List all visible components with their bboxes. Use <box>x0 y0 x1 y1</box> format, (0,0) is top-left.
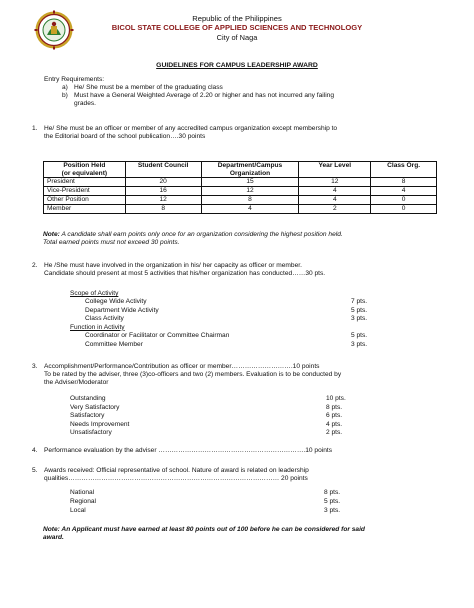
award-level-item: Regional 5 pts. <box>70 498 341 505</box>
criterion-number: 2. <box>32 262 38 269</box>
note-label: Note: <box>43 231 60 238</box>
table-cell: 4 <box>299 187 371 196</box>
rating-item: Unsatisfactory 2 pts. <box>70 429 343 436</box>
table-header: Class Org. <box>371 162 437 178</box>
table-cell: 16 <box>125 187 201 196</box>
table-cell: 4 <box>299 196 371 205</box>
entry-requirements <box>44 76 444 108</box>
document-header <box>0 14 474 42</box>
table-cell: 2 <box>299 205 371 214</box>
points-value: 3 pts. <box>351 341 368 348</box>
criterion-text: To be rated by the adviser, three (3)co-officers and two (2) members. Evaluation is to be conducted by <box>44 371 342 379</box>
header-college-name: BICOL STATE COLLEGE OF APPLIED SCIENCES AND TECHNOLOGY <box>111 23 363 33</box>
table-cell: 8 <box>371 178 437 187</box>
points-value: 8 pts. <box>324 489 341 496</box>
note-text: award. <box>43 534 64 542</box>
criterion-text: the Adviser/Moderator <box>44 379 109 387</box>
table-cell: 4 <box>201 205 299 214</box>
table-row <box>44 187 437 196</box>
criterion-4 <box>32 447 442 455</box>
position-points-table <box>43 161 437 214</box>
table-cell: 12 <box>201 187 299 196</box>
entry-item-text: grades. <box>74 100 96 108</box>
criterion-1 <box>32 125 442 141</box>
table-header: Department/Campus Organization <box>201 162 299 178</box>
points-value: 8 pts. <box>326 403 343 411</box>
list-item: Department Wide Activity 5 pts. <box>85 306 368 314</box>
entry-heading: Entry Requirements: <box>44 76 105 83</box>
criterion-2 <box>32 262 442 278</box>
note-text: A candidate shall earn points only once for an organization considering the highest position held. <box>59 231 343 238</box>
criterion-text: the Editorial board of the school publication….30 points <box>44 133 206 141</box>
criterion-text: qualities…………………………………………………………………………………… 20 points <box>44 475 308 483</box>
table-cell: 8 <box>125 205 201 214</box>
points-value: 7 pts. <box>351 298 368 305</box>
note-text: Note: An Applicant must have earned at least 80 points out of 100 before he can be considered for said <box>43 526 365 533</box>
entry-item <box>62 92 444 100</box>
table-header: Position Held (or equivalent) <box>44 162 126 178</box>
header-country: Republic of the Philippines <box>192 14 282 23</box>
criterion-text: He/ She must be an officer or member of any accredited campus organization except membership to <box>44 125 338 132</box>
note-highest-position <box>43 231 443 247</box>
table-cell: 0 <box>371 205 437 214</box>
criterion-text: Awards received: Official representative of school. Nature of award is related on leadership <box>44 467 309 474</box>
criterion-text: Accomplishment/Performance/Contribution as officer or member……………………….10 points <box>44 363 320 370</box>
table-header-row <box>44 162 437 178</box>
table-cell: Vice-President <box>44 187 126 196</box>
criterion-number: 3. <box>32 363 38 370</box>
entry-item-text: He/ She must be a member of the graduating class <box>74 84 223 92</box>
header-city: City of Naga <box>216 32 258 42</box>
criterion-text: Candidate should present at most 5 activities that his/her organization has conducted……30 pts. <box>44 270 326 278</box>
criterion-text: He /She must have involved in the organization in his/ her capacity as officer or member. <box>44 262 302 269</box>
entry-item-letter <box>62 100 74 108</box>
criterion-number: 4. <box>32 447 38 454</box>
rating-item: Very Satisfactory 8 pts. <box>70 403 343 411</box>
points-value: 10 pts. <box>326 395 346 402</box>
table-row <box>44 205 437 214</box>
table-row <box>44 178 437 187</box>
award-level-item: Local 3 pts. <box>70 507 341 514</box>
points-value: 5 pts. <box>324 498 341 505</box>
table-cell: 12 <box>125 196 201 205</box>
award-level-item: National 8 pts. <box>70 489 341 496</box>
table-header: Student Council <box>125 162 201 178</box>
criterion-text: Performance evaluation by the adviser ………………………………………………………….10 points <box>44 447 333 454</box>
entry-item-letter: a) <box>62 84 68 92</box>
table-header: Year Level <box>299 162 371 178</box>
list-item: Class Activity 3 pts. <box>85 315 368 322</box>
table-cell: 15 <box>201 178 299 187</box>
table-cell: President <box>44 178 126 187</box>
table-cell: 0 <box>371 196 437 205</box>
entry-item <box>62 100 444 108</box>
criterion-number: 1. <box>32 125 38 132</box>
points-value: 5 pts. <box>351 332 368 339</box>
table-cell: 12 <box>299 178 371 187</box>
points-value: 6 pts. <box>326 412 343 419</box>
list-item: Committee Member 3 pts. <box>85 341 368 348</box>
table-cell: 8 <box>201 196 299 205</box>
points-value: 4 pts. <box>326 420 343 428</box>
function-heading: Function in Activity <box>70 323 125 331</box>
entry-item-letter: b) <box>62 92 68 100</box>
list-item: College Wide Activity 7 pts. <box>85 298 368 305</box>
rating-item: Satisfactory 6 pts. <box>70 412 343 419</box>
points-value: 2 pts. <box>326 429 343 436</box>
rating-item: Needs Improvement 4 pts. <box>70 420 343 428</box>
document-title: GUIDELINES FOR CAMPUS LEADERSHIP AWARD <box>156 62 318 69</box>
points-value: 3 pts. <box>324 507 341 514</box>
criterion-number: 5. <box>32 467 38 474</box>
criterion-5 <box>32 467 442 483</box>
table-cell: 20 <box>125 178 201 187</box>
table-cell: Other Position <box>44 196 126 205</box>
table-row <box>44 196 437 205</box>
scope-heading: Scope of Activity <box>70 290 119 297</box>
entry-item-text: Must have a General Weighted Average of 2.20 or higher and has not incurred any failing <box>74 92 335 100</box>
points-value: 3 pts. <box>351 315 368 322</box>
rating-item: Outstanding 10 pts. <box>70 395 346 402</box>
table-cell: 4 <box>371 187 437 196</box>
note-text: Total earned points must not exceed 30 points. <box>43 239 180 247</box>
criterion-3 <box>32 363 442 387</box>
points-value: 5 pts. <box>351 306 368 314</box>
entry-item <box>62 84 444 92</box>
list-item: Coordinator or Facilitator or Committee Chairman 5 pts. <box>85 332 368 339</box>
note-minimum-points <box>43 526 443 542</box>
table-cell: Member <box>44 205 126 214</box>
